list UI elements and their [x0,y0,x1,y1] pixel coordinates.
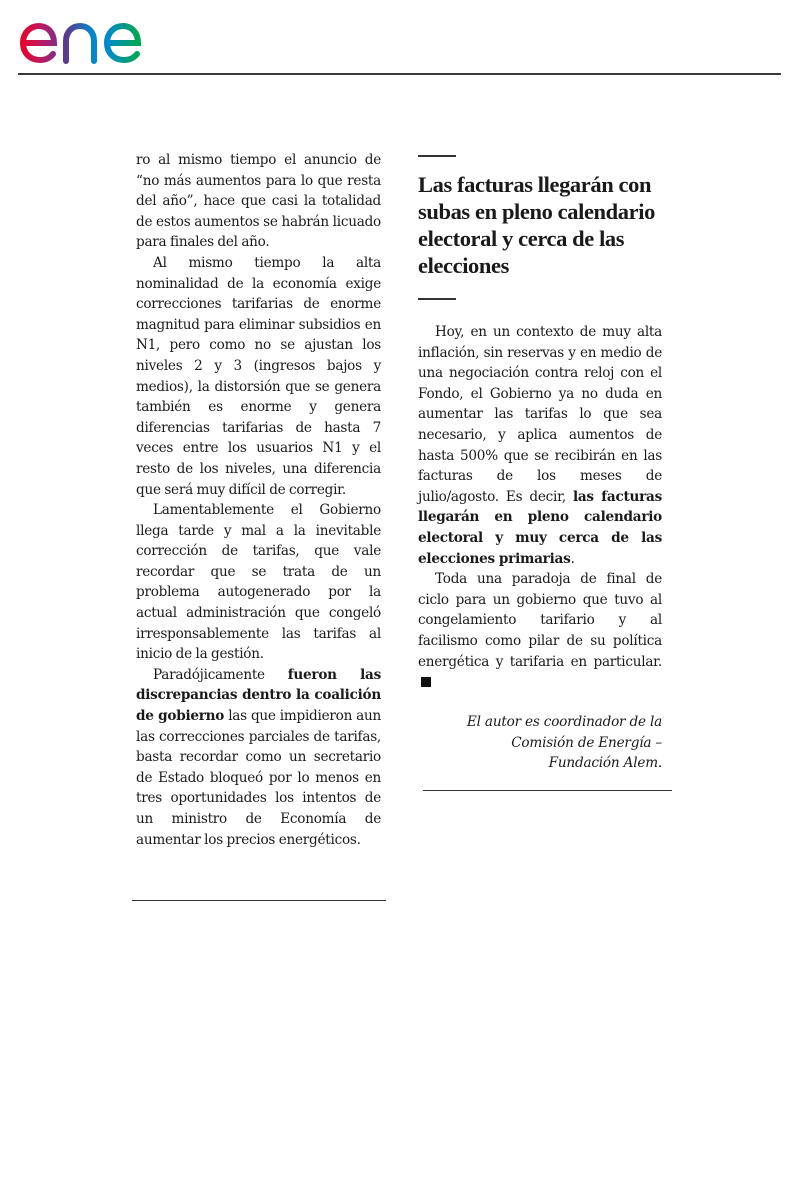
enel-logo [18,6,180,68]
paragraph-text: ro al mismo tiempo el anuncio de “no más aumentos para lo que resta del año”, hace que casi la totalidad de estos aumentos se habrán licuado para finales del año. [136,152,381,251]
end-of-article-mark [421,677,431,687]
paragraph-text: Lamentablemente el Gobierno llega tarde y mal a la inevitable corrección de tarifas, que vale recordar que se trata de un problema autogenerado por la actual administración que congeló irresponsablemente las tarifas al inicio de la gestión. [136,502,381,663]
paragraph-text: Toda una paradoja de final de ciclo para un gobierno que tuvo al congelamiento tarifario y al facilismo como pilar de su política energética y tarifaria en particular. [418,571,662,670]
header-divider [18,73,781,75]
paragraph [418,322,662,569]
paragraph [136,150,381,253]
paragraph [136,665,381,850]
subheading: Las facturas llegarán con subas en pleno calendario electoral y cerca de las elecciones [418,172,655,278]
paragraph [136,500,381,665]
paragraph-text: Paradójicamente [153,666,288,683]
author-byline [430,712,662,774]
paragraph-text: . [570,550,575,567]
byline-line: Fundación Alem. [548,755,662,772]
column-end-rule [132,900,386,901]
highlighted-text: fueron las discrepancias dentro la coalición de gobierno [136,666,381,725]
paragraph-text: Hoy, en un contexto de muy alta inflación, sin reservas y en medio de una negociación contra reloj con el Fondo, el Gobierno ya no duda en aumentar las tarifas lo que sea necesario, y aplica aumentos de hasta 500% que se recibirán en las facturas de los meses de julio/agosto. Es decir, [418,324,662,505]
paragraph [418,569,662,693]
paragraph [136,253,381,500]
right-column [418,322,662,693]
highlighted-text: las facturas llegarán en pleno calendario electoral y muy cerca de las elecciones primarias [418,488,663,567]
paragraph-text: Al mismo tiempo la alta nominalidad de la economía exige correcciones tarifarias de enorme magnitud para eliminar subsidios en N1, pero como no se ajustan los niveles 2 y 3 (ingresos bajos y medios), la distorsión que se genera también es enorme y genera diferencias tarifarias de hasta 7 veces entre los usuarios N1 y el resto de los niveles, una diferencia que será muy difícil de corregir. [136,254,381,498]
subheading-rule-bottom [418,298,456,300]
subheading-rule-top [418,155,456,157]
left-column [136,150,381,850]
column-end-rule [423,790,672,791]
byline-line: Comisión de Energía – [511,734,662,751]
paragraph-text: las que impidieron aun las correcciones parciales de tarifas, basta recordar como un secretario de Estado bloqueó por lo menos en tres oportunidades los intentos de un ministro de Economía de aumentar los precios energéticos. [136,708,382,848]
byline-line: El autor es coordinador de la [466,714,662,730]
